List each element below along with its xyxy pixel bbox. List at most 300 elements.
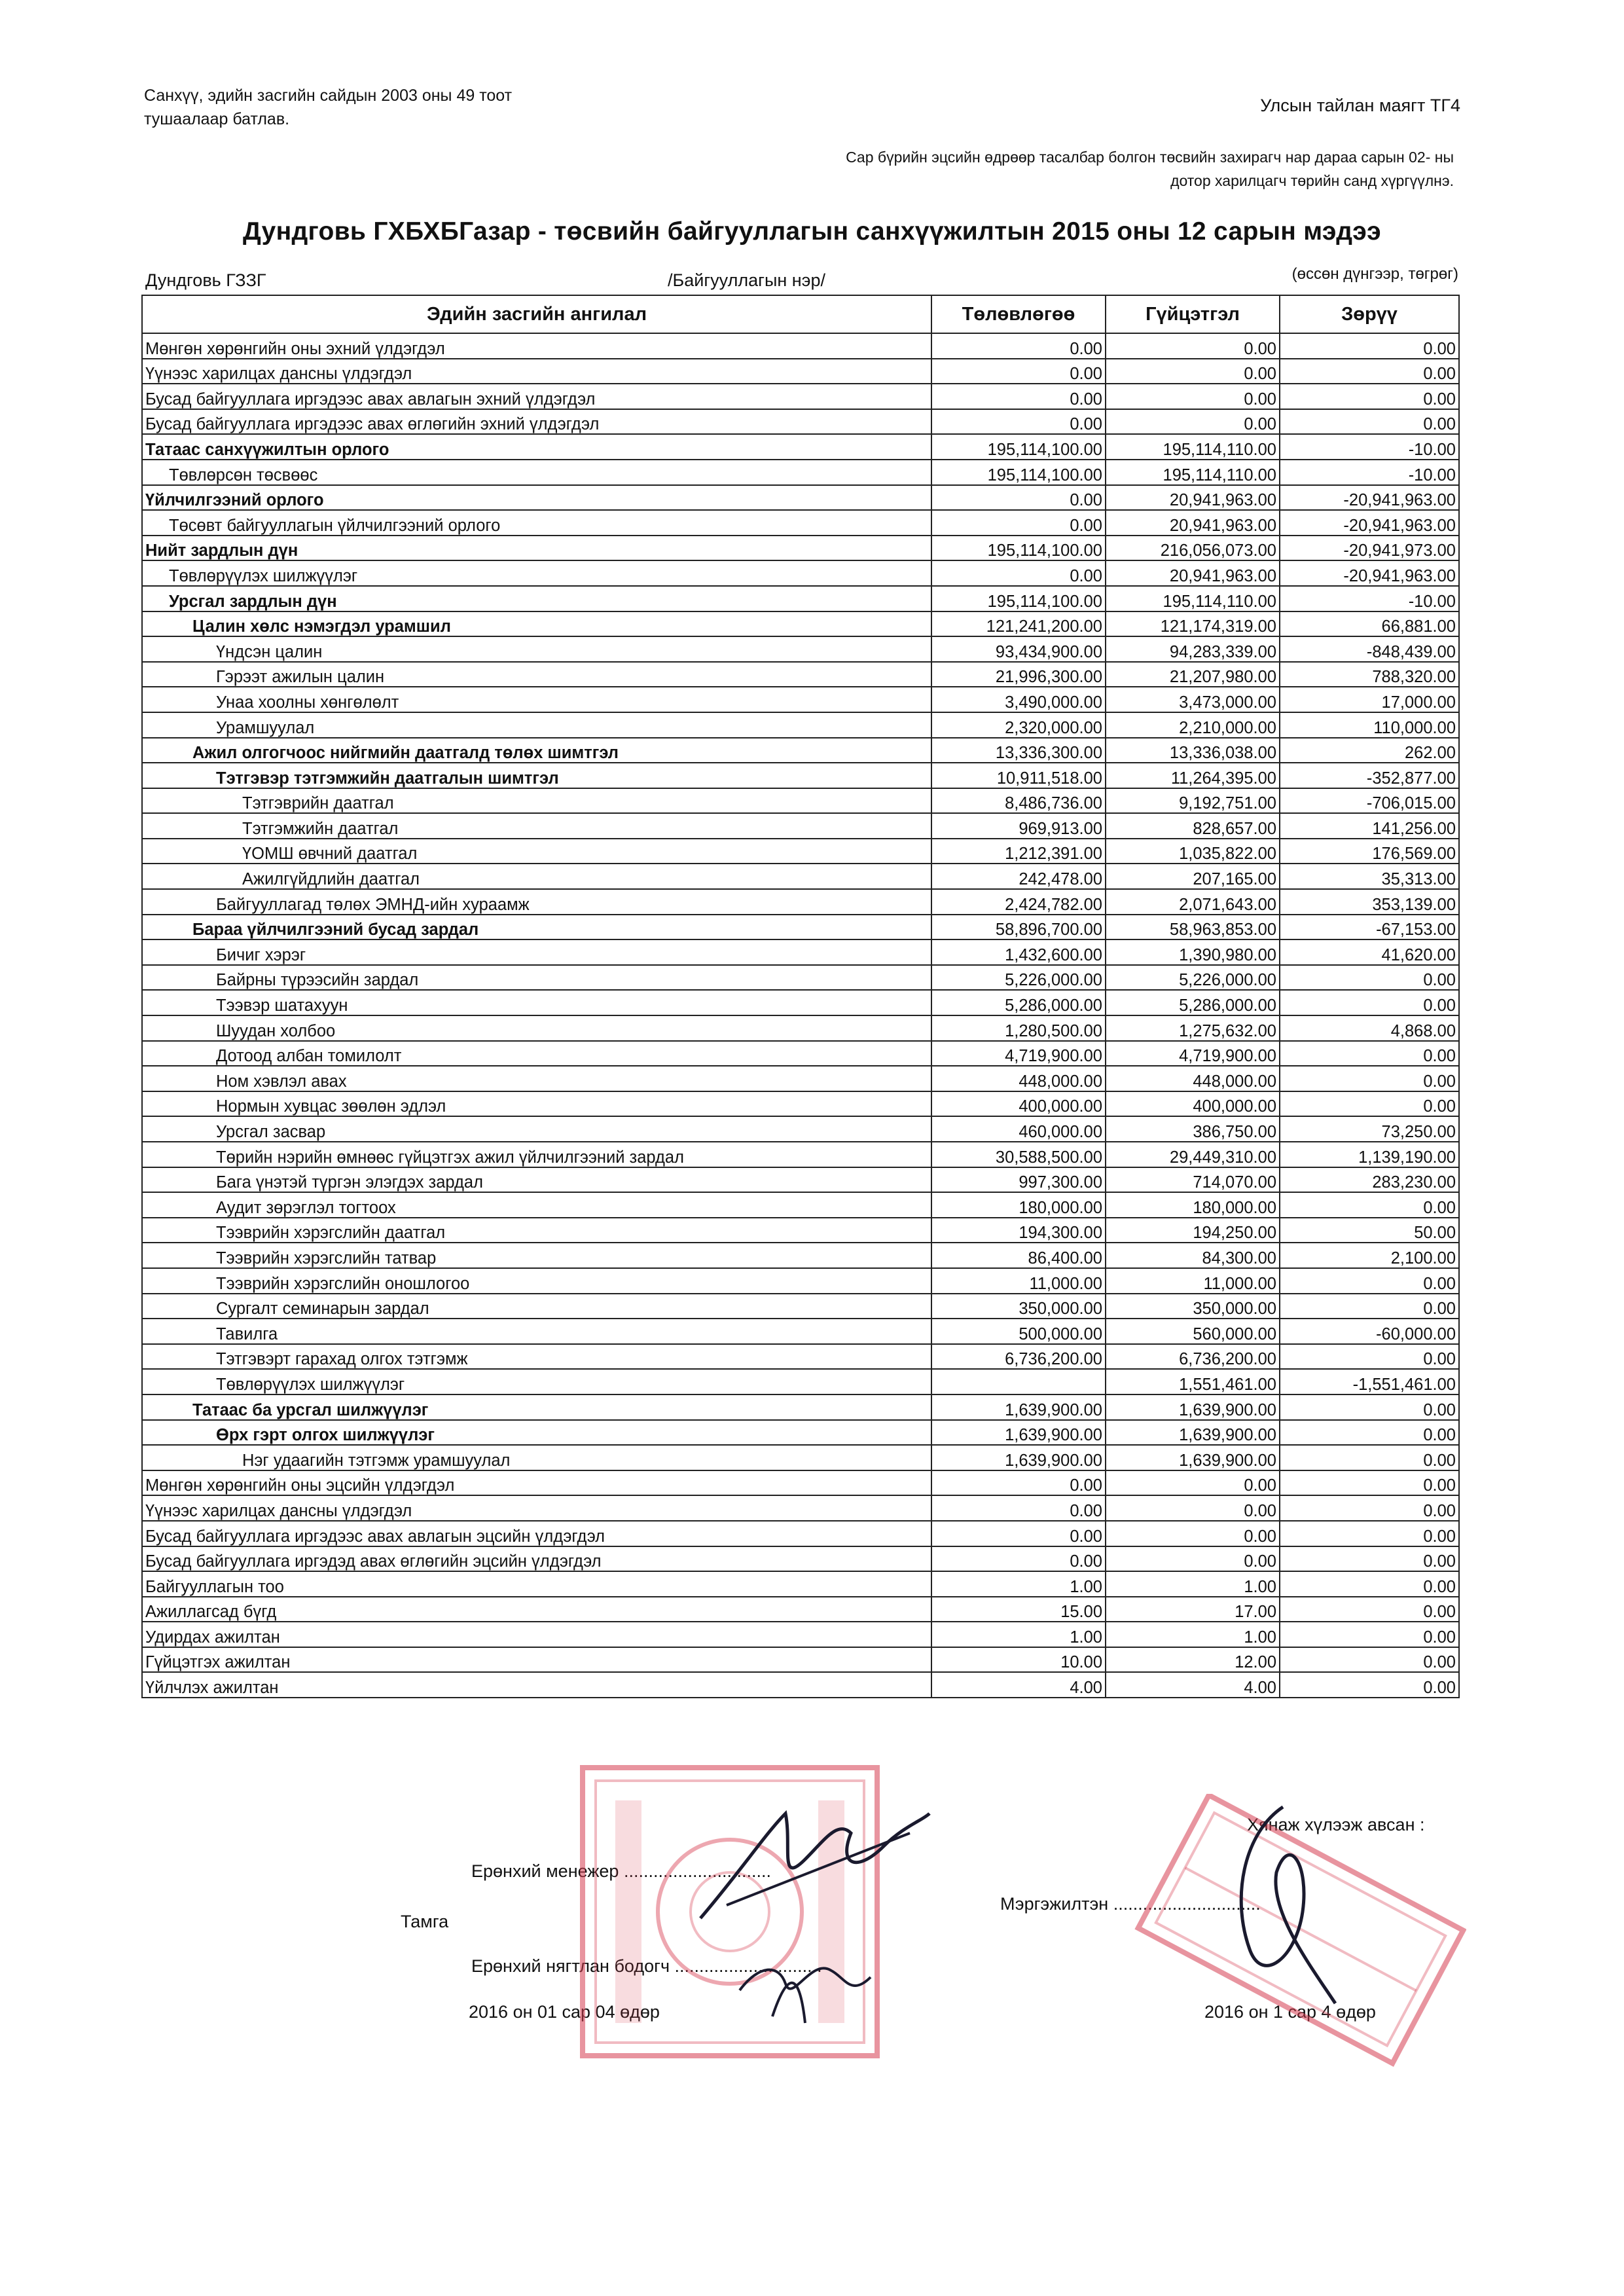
row-category-label: Татаас санхүүжилтын орлого [145,440,389,459]
row-diff-value: 0.00 [1280,1647,1459,1673]
row-actual-value: 58,963,853.00 [1106,915,1280,940]
table-row [142,1571,1459,1597]
org-name-label: /Байгууллагын нэр/ [668,270,825,290]
row-category-label: Гүйцэтгэх ажилтан [145,1653,291,1672]
row-plan-value: 997,300.00 [931,1167,1106,1193]
table-row [142,409,1459,435]
row-category [142,1546,931,1572]
row-actual-value: 0.00 [1106,384,1280,409]
row-category [142,536,931,561]
table-row [142,1369,1459,1394]
row-category [142,839,931,864]
row-category [142,1420,931,1446]
row-category [142,738,931,763]
table-row [142,1470,1459,1496]
table-row [142,434,1459,460]
row-diff-value: -60,000.00 [1280,1319,1459,1344]
row-diff-value: 41,620.00 [1280,939,1459,965]
row-category [142,460,931,485]
row-category-label: Тэтгэврийн даатгал [242,794,394,813]
row-actual-value: 560,000.00 [1106,1319,1280,1344]
row-diff-value: 0.00 [1280,333,1459,359]
row-plan-value: 1,639,900.00 [931,1445,1106,1470]
row-diff-value: 0.00 [1280,1495,1459,1521]
row-category [142,611,931,637]
row-actual-value: 0.00 [1106,1546,1280,1572]
row-actual-value: 17.00 [1106,1597,1280,1622]
row-actual-value: 21,207,980.00 [1106,662,1280,687]
approval-line-1: Санхүү, эдийн засгийн сайдын 2003 оны 49 тоот [144,86,513,105]
row-category [142,1319,931,1344]
row-diff-value: 0.00 [1280,1344,1459,1370]
row-plan-value: 0.00 [931,384,1106,409]
row-plan-value: 400,000.00 [931,1091,1106,1117]
row-diff-value: 0.00 [1280,1420,1459,1446]
row-category-label: Байгууллагын тоо [145,1577,284,1596]
row-category-label: Тээвэр шатахуун [216,996,348,1015]
row-category [142,1369,931,1394]
row-category [142,1192,931,1218]
row-actual-value: 11,264,395.00 [1106,763,1280,788]
table-row [142,1647,1459,1673]
col-header-plan: Төлөвлөгөө [931,295,1106,333]
row-actual-value: 12.00 [1106,1647,1280,1673]
table-row [142,1597,1459,1622]
row-plan-value: 194,300.00 [931,1218,1106,1243]
table-row [142,788,1459,814]
row-category-label: Удирдах ажилтан [145,1628,280,1647]
table-row [142,864,1459,889]
row-category [142,1091,931,1117]
row-category [142,485,931,511]
row-diff-value: -706,015.00 [1280,788,1459,814]
col-header-diff: Зөрүү [1280,295,1459,333]
approval-line-2: тушаалаар батлав. [144,110,290,128]
row-plan-value: 195,114,100.00 [931,460,1106,485]
table-row [142,1041,1459,1066]
row-plan-value: 2,424,782.00 [931,889,1106,915]
row-plan-value: 10,911,518.00 [931,763,1106,788]
row-category [142,889,931,915]
row-actual-value: 216,056,073.00 [1106,536,1280,561]
table-row [142,1116,1459,1142]
row-category-label: Үйлчилгээний орлого [145,491,324,510]
row-plan-value: 195,114,100.00 [931,434,1106,460]
row-plan-value: 0.00 [931,510,1106,536]
row-category-label: Үүнээс харилцах дансны үлдэгдэл [145,1501,412,1520]
row-category [142,990,931,1015]
row-plan-value: 180,000.00 [931,1192,1106,1218]
row-diff-value: -20,941,963.00 [1280,485,1459,511]
table-row [142,1066,1459,1091]
accountant-signature [733,1938,877,2030]
row-plan-value [931,1369,1106,1394]
row-category [142,864,931,889]
table-row [142,1218,1459,1243]
row-plan-value: 350,000.00 [931,1294,1106,1319]
row-plan-value: 15.00 [931,1597,1106,1622]
row-category-label: Төвлөрсөн төсвөөс [169,465,318,484]
reviewed-label: Хянаж хүлээж авсан : [1247,1815,1425,1834]
row-category [142,359,931,384]
row-category-label: Бусад байгууллага иргэдээс авах авлагын эцсийн үлдэгдэл [145,1527,605,1546]
row-actual-value: 195,114,110.00 [1106,434,1280,460]
row-diff-value: 66,881.00 [1280,611,1459,637]
row-plan-value: 2,320,000.00 [931,712,1106,738]
row-category [142,1243,931,1268]
row-diff-value: -848,439.00 [1280,636,1459,662]
row-category [142,1116,931,1142]
date-right: 2016 он 1 сар 4 өдөр [1204,2002,1376,2022]
row-diff-value: 2,100.00 [1280,1243,1459,1268]
row-category-label: Унаа хоолны хөнгөлөлт [216,693,399,712]
row-diff-value: -1,551,461.00 [1280,1369,1459,1394]
row-category-label: Бараа үйлчилгээний бусад зардал [192,920,479,939]
row-category [142,510,931,536]
table-row [142,687,1459,712]
row-plan-value: 4,719,900.00 [931,1041,1106,1066]
row-plan-value: 242,478.00 [931,864,1106,889]
row-actual-value: 20,941,963.00 [1106,560,1280,586]
row-category-label: Байрны түрээсийн зардал [216,971,419,990]
row-diff-value: 73,250.00 [1280,1116,1459,1142]
row-actual-value: 20,941,963.00 [1106,510,1280,536]
row-actual-value: 5,226,000.00 [1106,965,1280,991]
row-diff-value: 0.00 [1280,409,1459,435]
row-plan-value: 0.00 [931,1470,1106,1496]
row-diff-value: 283,230.00 [1280,1167,1459,1193]
row-category [142,1672,931,1698]
row-plan-value: 1.00 [931,1622,1106,1647]
row-plan-value: 86,400.00 [931,1243,1106,1268]
report-table [141,295,1460,1698]
row-actual-value: 1,035,822.00 [1106,839,1280,864]
row-category [142,1622,931,1647]
row-actual-value: 194,250.00 [1106,1218,1280,1243]
approval-note [144,84,512,131]
col-header-category: Эдийн засгийн ангилал [142,295,931,333]
row-diff-value: -20,941,963.00 [1280,560,1459,586]
table-row [142,990,1459,1015]
row-category [142,384,931,409]
row-category [142,1495,931,1521]
table-row [142,813,1459,839]
row-category-label: Бусад байгууллага иргэдээс авах өглөгийн эхний үлдэгдэл [145,415,600,434]
table-row [142,510,1459,536]
table-row [142,915,1459,940]
row-diff-value: 141,256.00 [1280,813,1459,839]
row-actual-value: 2,071,643.00 [1106,889,1280,915]
stamp-label: Тамга [401,1912,449,1931]
table-row [142,763,1459,788]
table-row [142,839,1459,864]
row-diff-value: 0.00 [1280,1470,1459,1496]
row-plan-value: 0.00 [931,1546,1106,1572]
specialist-dots: .............................. [1113,1894,1261,1914]
row-diff-value: 788,320.00 [1280,662,1459,687]
row-actual-value: 6,736,200.00 [1106,1344,1280,1370]
row-actual-value: 0.00 [1106,333,1280,359]
row-actual-value: 350,000.00 [1106,1294,1280,1319]
row-diff-value: 176,569.00 [1280,839,1459,864]
row-actual-value: 20,941,963.00 [1106,485,1280,511]
row-category-label: Ажилгүйдлийн даатгал [242,870,420,889]
row-actual-value: 0.00 [1106,1521,1280,1546]
row-category [142,1445,931,1470]
row-diff-value: 0.00 [1280,1597,1459,1622]
row-diff-value: -352,877.00 [1280,763,1459,788]
row-category-label: Төрийн нэрийн өмнөөс гүйцэтгэх ажил үйлчилгээний зардал [216,1148,684,1167]
specialist-label: Мэргэжилтэн [1000,1894,1109,1914]
row-category [142,409,931,435]
row-category [142,560,931,586]
row-category-label: Өрх гэрт олгох шилжүүлэг [216,1426,435,1445]
row-plan-value: 1,212,391.00 [931,839,1106,864]
row-category-label: Төвлөрүүлэх шилжүүлэг [169,566,358,585]
row-category-label: Ажиллагсад бүгд [145,1603,277,1622]
row-diff-value: 0.00 [1280,990,1459,1015]
row-plan-value: 3,490,000.00 [931,687,1106,712]
row-category [142,1268,931,1294]
row-diff-value: 0.00 [1280,1622,1459,1647]
row-diff-value: 0.00 [1280,1294,1459,1319]
row-category-label: Урамшуулал [216,718,315,737]
row-plan-value: 30,588,500.00 [931,1142,1106,1167]
row-plan-value: 0.00 [931,409,1106,435]
row-category [142,687,931,712]
table-row [142,1672,1459,1698]
table-row [142,1445,1459,1470]
row-category-label: Тэтгэвэрт гарахад олгох тэтгэмж [216,1350,468,1369]
row-category-label: Урсгал засвар [216,1123,326,1141]
row-diff-value: 0.00 [1280,1066,1459,1091]
row-diff-value: 262.00 [1280,738,1459,763]
row-category-label: Татаас ба урсгал шилжүүлэг [192,1400,429,1419]
row-diff-value: 0.00 [1280,1672,1459,1698]
row-actual-value: 9,192,751.00 [1106,788,1280,814]
row-category [142,939,931,965]
table-row [142,485,1459,511]
row-actual-value: 1,551,461.00 [1106,1369,1280,1394]
row-actual-value: 1,275,632.00 [1106,1015,1280,1041]
row-diff-value: 110,000.00 [1280,712,1459,738]
row-actual-value: 448,000.00 [1106,1066,1280,1091]
row-category [142,1521,931,1546]
row-category [142,1394,931,1420]
row-actual-value: 4.00 [1106,1672,1280,1698]
row-category [142,662,931,687]
table-row [142,1268,1459,1294]
row-category [142,1066,931,1091]
row-plan-value: 8,486,736.00 [931,788,1106,814]
row-category [142,1041,931,1066]
row-category [142,1344,931,1370]
row-actual-value: 0.00 [1106,359,1280,384]
table-row [142,1091,1459,1117]
table-row [142,560,1459,586]
row-plan-value: 93,434,900.00 [931,636,1106,662]
instruction-line-1: Сар бүрийн эцсийн өдрөөр тасалбар болгон төсвийн захирагч нар дараа сарын 02- ны [846,149,1454,166]
row-category-label: Байгууллагад төлөх ЭМНД-ийн хураамж [216,895,530,914]
row-category [142,813,931,839]
row-category-label: Гэрээт ажилын цалин [216,668,385,687]
col-header-actual: Гүйцэтгэл [1106,295,1280,333]
row-diff-value: -67,153.00 [1280,915,1459,940]
manager-signature [687,1794,936,1938]
row-actual-value: 1.00 [1106,1622,1280,1647]
row-actual-value: 4,719,900.00 [1106,1041,1280,1066]
row-category-label: Тэтгэвэр тэтгэмжийн даатгалын шимтгэл [216,769,559,788]
table-row [142,384,1459,409]
table-row [142,1622,1459,1647]
table-row [142,586,1459,611]
row-plan-value: 1.00 [931,1571,1106,1597]
row-actual-value: 1.00 [1106,1571,1280,1597]
table-row [142,1142,1459,1167]
row-diff-value: 0.00 [1280,1091,1459,1117]
row-actual-value: 0.00 [1106,1495,1280,1521]
row-diff-value: 0.00 [1280,384,1459,409]
table-row [142,1015,1459,1041]
table-row [142,1167,1459,1193]
manager-label: Ерөнхий менежер [471,1861,619,1881]
row-category [142,1142,931,1167]
accountant-label: Ерөнхий нягтлан бодогч [471,1956,670,1976]
table-row [142,536,1459,561]
row-category [142,788,931,814]
row-actual-value: 29,449,310.00 [1106,1142,1280,1167]
row-plan-value: 0.00 [931,359,1106,384]
row-plan-value: 969,913.00 [931,813,1106,839]
table-header-row [142,295,1459,333]
row-actual-value: 1,390,980.00 [1106,939,1280,965]
table-body [142,333,1459,1698]
row-plan-value: 58,896,700.00 [931,915,1106,940]
row-category [142,1015,931,1041]
table-row [142,1394,1459,1420]
row-plan-value: 460,000.00 [931,1116,1106,1142]
row-diff-value: 0.00 [1280,359,1459,384]
accountant-dots: .............................. [674,1956,822,1976]
row-category [142,434,931,460]
row-category-label: ҮОМШ өвчний даатгал [242,845,418,864]
row-category-label: Аудит зөрэглэл тогтоох [216,1198,396,1217]
row-diff-value: 0.00 [1280,1041,1459,1066]
row-actual-value: 207,165.00 [1106,864,1280,889]
row-diff-value: 0.00 [1280,1445,1459,1470]
table-row [142,1546,1459,1572]
row-actual-value: 180,000.00 [1106,1192,1280,1218]
form-code: Улсын тайлан маягт ТГ4 [1260,96,1460,115]
table-row [142,1420,1459,1446]
row-actual-value: 11,000.00 [1106,1268,1280,1294]
row-plan-value: 5,226,000.00 [931,965,1106,991]
row-diff-value: 0.00 [1280,965,1459,991]
row-diff-value: 0.00 [1280,1571,1459,1597]
row-category-label: Нэг удаагийн тэтгэмж урамшуулал [242,1451,511,1470]
row-category [142,915,931,940]
row-diff-value: 0.00 [1280,1521,1459,1546]
row-category-label: Тавилга [216,1324,278,1343]
row-plan-value: 0.00 [931,560,1106,586]
row-category-label: Шуудан холбоо [216,1021,336,1040]
row-actual-value: 13,336,038.00 [1106,738,1280,763]
org-code: Дундговь ГЗЗГ [145,270,266,290]
instruction-line-2: дотор харилцагч төрийн санд хүргүүлнэ. [1170,172,1454,189]
row-category-label: Төвлөрүүлэх шилжүүлэг [216,1375,405,1394]
date-left: 2016 он 01 сар 04 өдөр [469,2002,660,2022]
row-plan-value: 4.00 [931,1672,1106,1698]
table-row [142,611,1459,637]
row-actual-value: 1,639,900.00 [1106,1420,1280,1446]
row-category-label: Тээврийн хэрэгслийн татвар [216,1248,437,1267]
row-category [142,1597,931,1622]
row-category-label: Бичиг хэрэг [216,945,306,964]
row-plan-value: 0.00 [931,485,1106,511]
row-diff-value: 1,139,190.00 [1280,1142,1459,1167]
row-category [142,965,931,991]
row-category-label: Үндсэн цалин [216,642,323,661]
row-diff-value: -10.00 [1280,460,1459,485]
row-plan-value: 0.00 [931,1521,1106,1546]
row-category-label: Сургалт семинарын зардал [216,1300,429,1319]
row-plan-value: 10.00 [931,1647,1106,1673]
table-row [142,965,1459,991]
row-diff-value: 0.00 [1280,1546,1459,1572]
row-category-label: Үүнээс харилцах дансны үлдэгдэл [145,365,412,384]
table-row [142,712,1459,738]
row-category-label: Бусад байгууллага иргэдэд авах өглөгийн эцсийн үлдэгдэл [145,1552,602,1571]
row-category [142,1167,931,1193]
row-plan-value: 13,336,300.00 [931,738,1106,763]
row-plan-value: 6,736,200.00 [931,1344,1106,1370]
row-diff-value: -10.00 [1280,586,1459,611]
row-diff-value: 50.00 [1280,1218,1459,1243]
row-category [142,1647,931,1673]
row-plan-value: 195,114,100.00 [931,586,1106,611]
instruction-note [603,145,1454,192]
row-actual-value: 386,750.00 [1106,1116,1280,1142]
row-plan-value: 500,000.00 [931,1319,1106,1344]
table-row [142,1521,1459,1546]
row-plan-value: 448,000.00 [931,1066,1106,1091]
row-diff-value: 0.00 [1280,1268,1459,1294]
row-plan-value: 1,280,500.00 [931,1015,1106,1041]
row-plan-value: 1,639,900.00 [931,1420,1106,1446]
row-plan-value: 1,432,600.00 [931,939,1106,965]
row-diff-value: -10.00 [1280,434,1459,460]
row-actual-value: 828,657.00 [1106,813,1280,839]
row-category-label: Урсгал зардлын дүн [169,592,337,611]
row-plan-value: 121,241,200.00 [931,611,1106,637]
row-category-label: Үйлчлэх ажилтан [145,1679,279,1698]
row-category [142,1294,931,1319]
row-category-label: Тээврийн хэрэгслийн оношлогоо [216,1274,470,1293]
table-row [142,939,1459,965]
row-diff-value: -20,941,973.00 [1280,536,1459,561]
row-category [142,1571,931,1597]
row-actual-value: 0.00 [1106,1470,1280,1496]
row-category-label: Ном хэвлэл авах [216,1072,347,1091]
row-plan-value: 21,996,300.00 [931,662,1106,687]
row-category [142,333,931,359]
table-row [142,662,1459,687]
row-plan-value: 0.00 [931,333,1106,359]
manager-dots: .............................. [623,1861,771,1881]
row-category-label: Бусад байгууллага иргэдээс авах авлагын эхний үлдэгдэл [145,390,596,409]
row-category-label: Дотоод албан томилолт [216,1047,402,1066]
table-row [142,1344,1459,1370]
